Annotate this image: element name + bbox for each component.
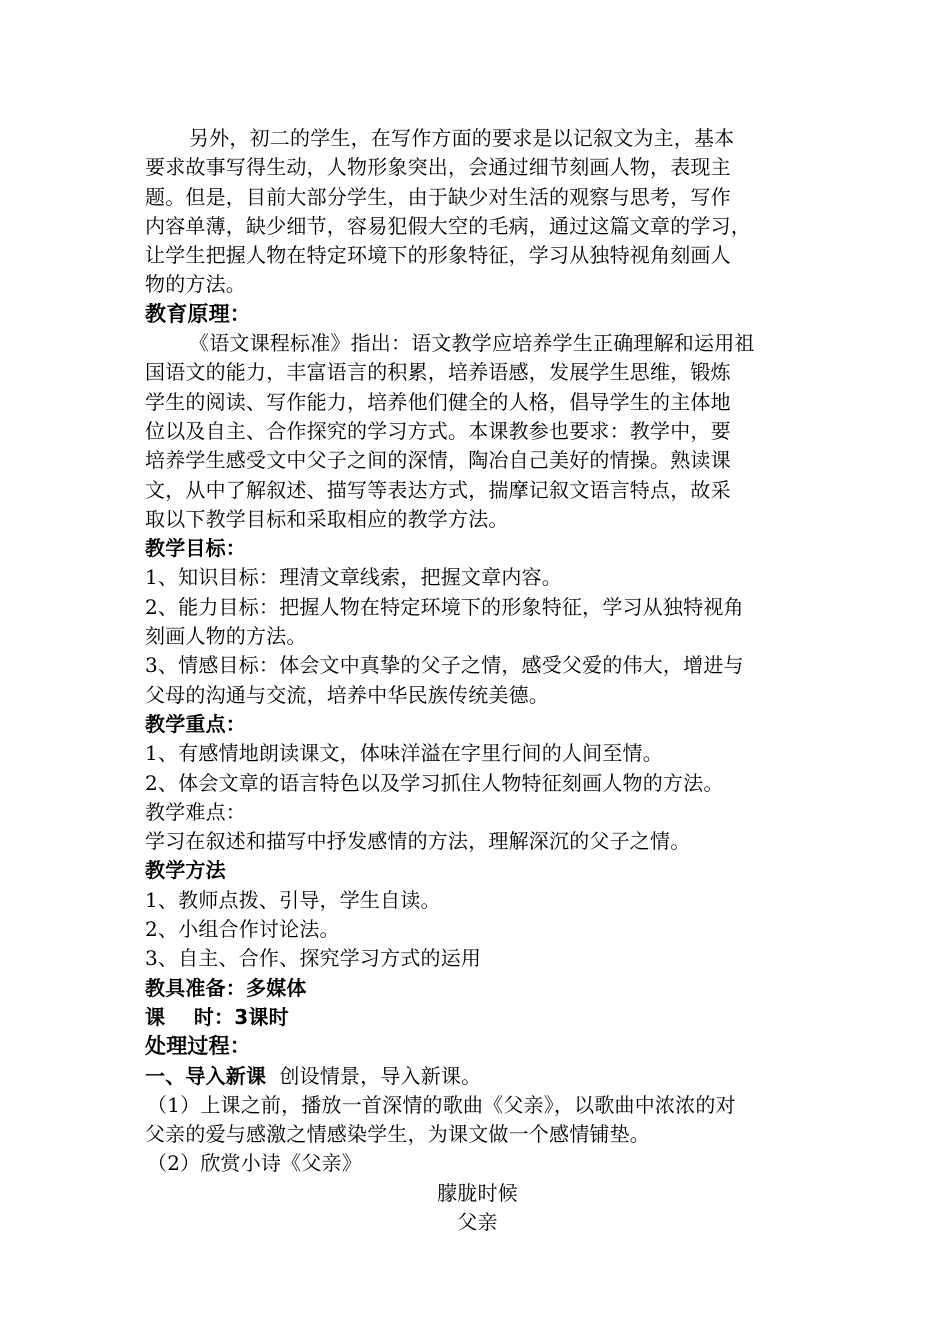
step1-rest: 创设情景，导入新课。 [266,1063,482,1088]
paragraph-line: 内容单薄，缺少细节，容易犯假大空的毛病，通过这篇文章的学习， [145,213,751,238]
goals-heading: 教学目标： [145,536,246,561]
keypoints-list [145,739,810,798]
document-body [145,124,810,1237]
list-item: （1）上课之前，播放一首深情的歌曲《父亲》，以歌曲中浓浓的对 [147,1092,736,1117]
paragraph-line: 位以及自主、合作探究的学习方式。本课教参也要求：教学中，要 [145,418,731,443]
step1-line [145,1062,810,1091]
list-item: 刻画人物的方法。 [145,624,307,649]
list-item: 父母的沟通与交流，培养中华民族传统美德。 [145,682,549,707]
list-item: 1、教师点拨、引导，学生自读。 [145,887,441,912]
list-item: 父亲的爱与感激之情感染学生，为课文做一个感情铺垫。 [145,1122,650,1147]
paragraph-line: 取以下教学目标和采取相应的教学方法。 [145,506,509,531]
methods-heading: 教学方法 [145,858,226,883]
list-item: 2、能力目标：把握人物在特定环境下的形象特征，学习从独特视角 [145,594,744,619]
process-heading: 处理过程： [145,1034,251,1059]
list-item: 3、自主、合作、探究学习方式的运用 [145,946,482,971]
paragraph-line: 学生的阅读、写作能力，培养他们健全的人格，倡导学生的主体地 [145,389,731,414]
intro-paragraph [145,124,810,300]
period-line: 课 时：3课时 [145,1004,289,1029]
process-list [145,1091,810,1179]
list-item: 2、小组合作讨论法。 [145,917,340,942]
paragraph-line: 《语文课程标准》指出：语文教学应培养学生正确理解和运用祖 [189,331,755,356]
paragraph-line: 另外，初二的学生，在写作方面的要求是以记叙文为主，基本 [189,126,735,150]
principle-heading: 教育原理： [145,301,251,326]
list-item: 1、知识目标：理清文章线索，把握文章内容。 [145,565,562,590]
goals-list [145,563,810,709]
paragraph-line: 培养学生感受文中父子之间的深情，陶冶自己美好的情操。熟读课 [145,448,731,473]
principle-paragraph [145,329,810,534]
difficulty-text: 学习在叙述和描写中抒发感情的方法，理解深沉的父子之情。 [145,829,691,854]
paragraph-line: 题。但是，目前大部分学生，由于缺少对生活的观察与思考，写作 [145,184,731,209]
poem-line: 朦胧时候 [437,1180,518,1205]
paragraph-line: 物的方法。 [145,272,246,297]
step1-title: 一、导入新课 [145,1063,267,1088]
paragraph-line: 让学生把握人物在特定环境下的形象特征，学习从独特视角刻画人 [145,243,731,268]
keypoints-heading: 教学重点： [145,711,246,736]
difficulty-heading: 教学难点： [145,799,246,824]
poem [145,1179,810,1238]
list-item: （2）欣赏小诗《父亲》 [147,1151,362,1176]
list-item: 2、体会文章的语言特色以及学习抓住人物特征刻画人物的方法。 [145,770,724,795]
paragraph-line: 要求故事写得生动，人物形象突出，会通过细节刻画人物，表现主 [145,155,731,180]
tools-line: 教具准备：多媒体 [145,975,307,1000]
paragraph-line: 国语文的能力，丰富语言的积累，培养语感，发展学生思维，锻炼 [145,360,731,385]
paragraph-line: 文，从中了解叙述、描写等表达方式，揣摩记叙文语言特点，故采 [145,477,731,502]
poem-line: 父亲 [457,1209,498,1234]
list-item: 3、情感目标：体会文中真挚的父子之情，感受父爱的伟大，增进与 [145,653,744,678]
list-item: 1、有感情地朗读课文，体味洋溢在字里行间的人间至情。 [145,741,663,766]
methods-list [145,886,810,974]
